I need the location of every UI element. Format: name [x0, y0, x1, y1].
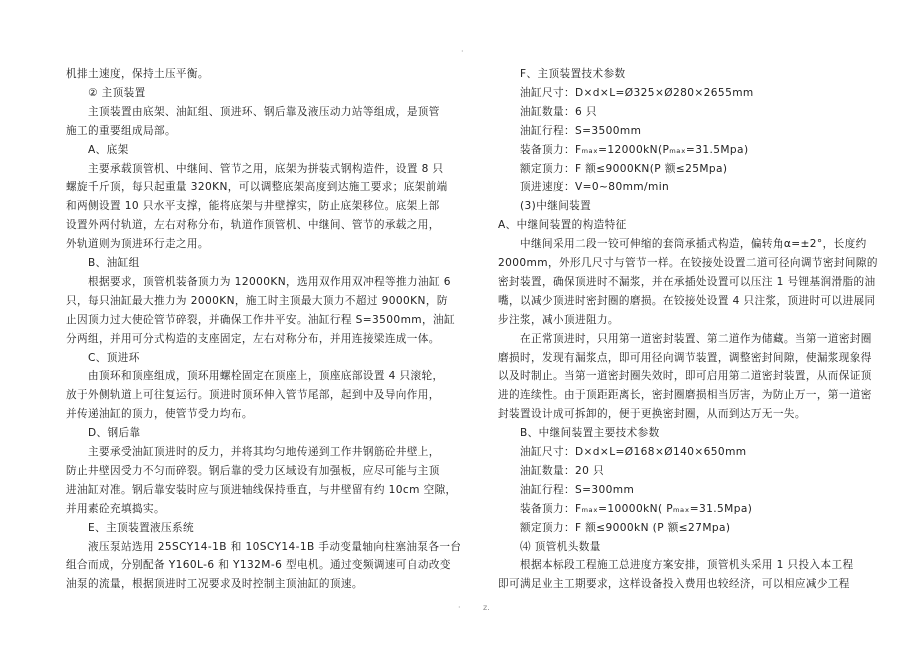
text-line: 并用素砼充填捣实。 — [66, 502, 165, 515]
text-line: 油缸数量：6 只 — [520, 105, 597, 118]
text-line: 和两侧设置 10 只水平支撑，能将底架与井壁撑实，防止底架移位。底架上部 — [66, 200, 440, 213]
text-line: 根据本标段工程施工总进度方案安排，顶管机头采用 1 只投入本工程 — [520, 559, 854, 572]
text-line: 放于外侧轨道上可往复运行。顶进时顶环伸入管节尾部，起到中及导向作用， — [66, 389, 440, 402]
text-line: ② 主顶装置 — [88, 86, 146, 99]
text-line: 步注浆，减小顶进阻力。 — [498, 313, 619, 326]
text-line: 只，每只油缸最大推力为 2000KN，施工时主顶最大顶力不超过 9000KN，防 — [66, 294, 448, 307]
text-line: 以及时制止。当第一道密封圈失效时，即可启用第二道密封装置，从而保证顶 — [498, 370, 872, 383]
text-line: 油缸行程：S=300mm — [520, 483, 635, 496]
text-line: 并传递油缸的顶力，使管节受力均布。 — [66, 408, 253, 421]
text-line: 磨损时，发现有漏浆点，即可用径向调节装置，调整密封间隙，使漏浆现象得 — [498, 351, 872, 364]
text-line: 主要承载顶管机、中继间、管节之用，底架为拼装式钢构造件，设置 8 只 — [88, 162, 444, 175]
text-line: 螺旋千斤顶，每只起重量 320KN，可以调整底架高度到达施工要求；底架前端 — [66, 181, 448, 194]
text-line: 即可满足业主工期要求，这样设备投入费用也较经济，可以相应减少工程 — [498, 578, 850, 591]
text-line: 油缸行程：S=3500mm — [520, 124, 642, 137]
text-line: 中继间采用二段一铰可伸缩的套筒承插式构造，偏转角α=±2°，长度约 — [520, 238, 867, 251]
page-mark-bottom-left: · — [458, 603, 461, 612]
text-line: A、底架 — [88, 143, 129, 156]
text-line: 组合而成，分别配备 Y160L-6 和 Y132M-6 型电机。通过变频调速可自动改变 — [66, 559, 451, 572]
text-line: 嘴，以减少顶进时密封圈的磨损。在铰接处设置 4 只注浆，顶进时可以进展同 — [498, 294, 876, 307]
text-line: 根据要求，顶管机装备顶力为 12000KN，选用双作用双冲程等推力油缸 6 — [88, 275, 451, 288]
text-line: D、钢后靠 — [88, 427, 141, 440]
text-line: ⑷ 顶管机头数量 — [520, 540, 601, 553]
text-line: B、油缸组 — [88, 257, 140, 269]
text-line: 装备顶力：Fₘₐₓ=12000kN(Pₘₐₓ=31.5Mpa) — [520, 143, 749, 156]
text-line: C、顶进环 — [88, 351, 140, 364]
text-line: 进油缸对准。钢后靠安装时应与顶进轴线保持垂直，与井壁留有约 10cm 空隙， — [66, 483, 457, 496]
text-line: 额定顶力：F 额≤9000KN(P 额≤25Mpa) — [520, 162, 728, 175]
text-line: 分两组，并用可分式构造的支座固定，左右对称分布，并用连接梁连成一体。 — [66, 332, 440, 345]
text-line: (3)中继间装置 — [520, 200, 592, 213]
text-line: 2000mm，外形几尺寸与管节一样。在铰接处设置二道可径向调节密封间隙的 — [498, 257, 878, 269]
text-line: 油缸数量：20 只 — [520, 464, 605, 477]
text-line: A、中继间装置的构造特征 — [498, 219, 627, 232]
text-line: 由顶环和顶座组成，顶环用螺栓固定在顶座上，顶座底部设置 4 只滚轮， — [88, 370, 444, 383]
text-line: 额定顶力：F 额≤9000kN (P 额≤27Mpa) — [520, 521, 731, 534]
text-line: 主要承受油缸顶进时的反力，并将其均匀地传递到工作井钢筋砼井壁上， — [88, 446, 440, 458]
text-line: B、中继间装置主要技术参数 — [520, 427, 660, 440]
text-line: 止因顶力过大使砼管节碎裂，并确保工作井平安。油缸行程 S=3500mm，油缸 — [66, 313, 455, 326]
text-line: 进的连续性。由于顶距距离长，密封圈磨损相当厉害，为防止万一，第一道密 — [498, 389, 872, 402]
text-line: 顶进速度：V=0~80mm/min — [520, 181, 670, 194]
page-number-mark: z. — [483, 603, 490, 612]
text-line: E、主顶装置液压系统 — [88, 521, 195, 534]
text-line: 机排土速度，保持土压平衡。 — [66, 68, 209, 80]
text-line: 外轨道则为顶进环行走之用。 — [66, 238, 209, 251]
text-line: F、主顶装置技术参数 — [520, 68, 626, 80]
text-line: 油缸尺寸：D×d×L=Ø325×Ø280×2655mm — [520, 86, 754, 99]
text-line: 封装置设计成可拆卸的，便于更换密封圈，从而到达万无一失。 — [498, 408, 806, 421]
text-line: 液压泵站选用 25SCY14-1B 和 10SCY14-1B 手动变量轴向柱塞油泵各一台 — [88, 540, 462, 553]
text-line: 主顶装置由底架、油缸组、顶进环、钢后靠及液压动力站等组成，是顶管 — [88, 105, 440, 118]
text-line: 防止井壁因受力不匀而碎裂。钢后靠的受力区域设有加强板，应尽可能与主顶 — [66, 464, 440, 477]
text-line: 施工的重要组成局部。 — [66, 124, 176, 137]
text-line: 油泵的流量，根据顶进时工况要求及时控制主顶油缸的顶速。 — [66, 578, 363, 591]
text-line: 设置外两付轨道，左右对称分布，轨道作顶管机、中继间、管节的承载之用， — [66, 219, 440, 232]
text-line: 油缸尺寸：D×d×L=Ø168×Ø140×650mm — [520, 446, 747, 458]
page-mark-top: · — [461, 47, 464, 56]
text-line: 在正常顶进时，只用第一道密封装置、第二道作为储藏。当第一道密封圈 — [520, 332, 872, 345]
text-line: 装备顶力：Fₘₐₓ=10000kN( Pₘₐₓ=31.5Mpa) — [520, 502, 753, 515]
text-line: 密封装置，确保顶进时不漏浆，并在承插处设置可以压注 1 号锂基润滑脂的油 — [498, 275, 876, 288]
